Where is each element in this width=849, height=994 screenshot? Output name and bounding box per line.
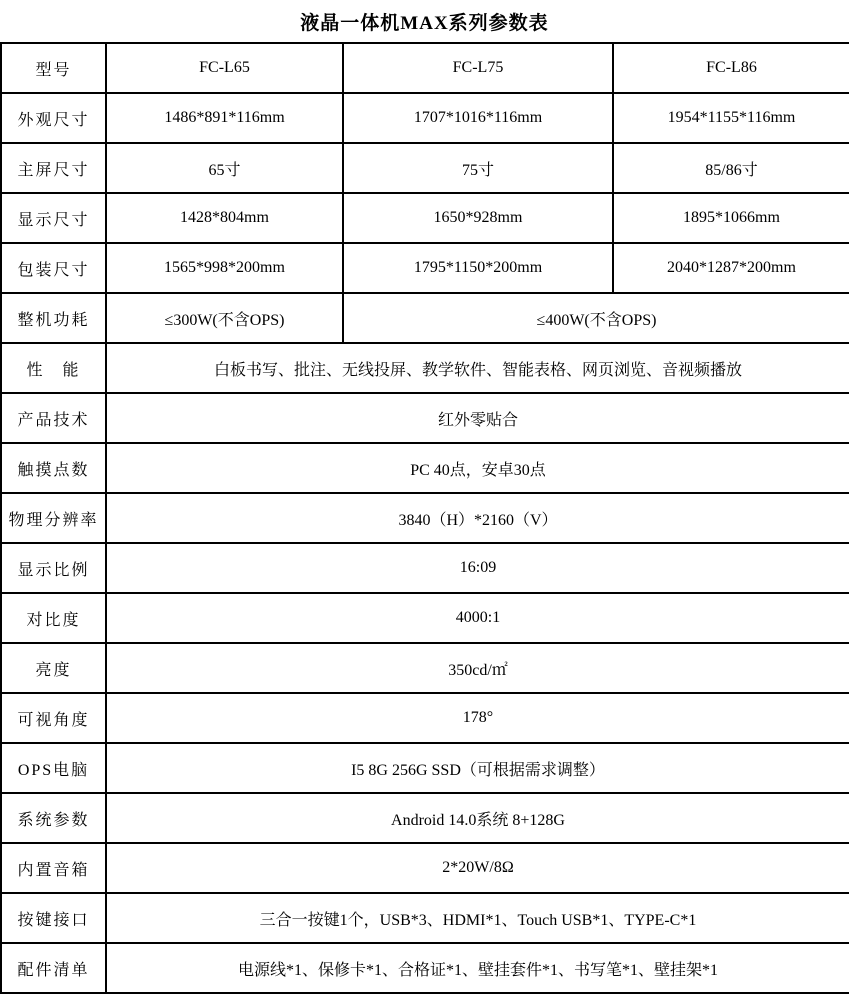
spec-label: 配件清单 — [1, 943, 106, 993]
spec-value: FC-L65 — [106, 43, 343, 93]
spec-label: 按键接口 — [1, 893, 106, 943]
spec-value: FC-L75 — [343, 43, 613, 93]
row-brightness — [1, 643, 849, 693]
spec-label: 可视角度 — [1, 693, 106, 743]
row-power-consumption — [1, 293, 849, 343]
spec-label: 显示尺寸 — [1, 193, 106, 243]
spec-value: FC-L86 — [613, 43, 849, 93]
row-model — [1, 43, 849, 93]
row-speakers — [1, 843, 849, 893]
row-resolution — [1, 493, 849, 543]
page-title: 液晶一体机MAX系列参数表 — [300, 12, 549, 34]
row-exterior-size — [1, 93, 849, 143]
spec-value: 白板书写、批注、无线投屏、教学软件、智能表格、网页浏览、音视频播放 — [106, 343, 849, 393]
spec-value: 1895*1066mm — [613, 193, 849, 243]
spec-value: 2040*1287*200mm — [613, 243, 849, 293]
spec-label: 触摸点数 — [1, 443, 106, 493]
row-touch-points — [1, 443, 849, 493]
spec-value: PC 40点，安卓30点 — [106, 443, 849, 493]
spec-label: 主屏尺寸 — [1, 143, 106, 193]
row-product-tech — [1, 393, 849, 443]
spec-value: 1795*1150*200mm — [343, 243, 613, 293]
spec-value: Android 14.0系统 8+128G — [106, 793, 849, 843]
spec-value: 350cd/㎡ — [106, 643, 849, 693]
row-viewing-angle — [1, 693, 849, 743]
spec-value: 1650*928mm — [343, 193, 613, 243]
spec-label: 对比度 — [1, 593, 106, 643]
spec-label: OPS电脑 — [1, 743, 106, 793]
spec-value: 1486*891*116mm — [106, 93, 343, 143]
spec-value: ≤400W(不含OPS) — [343, 293, 849, 343]
spec-value: 16:09 — [106, 543, 849, 593]
spec-label: 产品技术 — [1, 393, 106, 443]
spec-value: 1707*1016*116mm — [343, 93, 613, 143]
spec-value: 178° — [106, 693, 849, 743]
row-ports — [1, 893, 849, 943]
row-features — [1, 343, 849, 393]
spec-label: 物理分辨率 — [1, 493, 106, 543]
row-display-size — [1, 193, 849, 243]
spec-label: 性 能 — [1, 343, 106, 393]
spec-value: I5 8G 256G SSD（可根据需求调整） — [106, 743, 849, 793]
spec-label: 型号 — [1, 43, 106, 93]
spec-label: 整机功耗 — [1, 293, 106, 343]
row-aspect-ratio — [1, 543, 849, 593]
spec-label: 外观尺寸 — [1, 93, 106, 143]
spec-value: 65寸 — [106, 143, 343, 193]
spec-label: 内置音箱 — [1, 843, 106, 893]
spec-value: 85/86寸 — [613, 143, 849, 193]
row-ops-pc — [1, 743, 849, 793]
spec-value: 三合一按键1个，USB*3、HDMI*1、Touch USB*1、TYPE-C*1 — [106, 893, 849, 943]
spec-value: 电源线*1、保修卡*1、合格证*1、壁挂套件*1、书写笔*1、壁挂架*1 — [106, 943, 849, 993]
spec-value: 1954*1155*116mm — [613, 93, 849, 143]
spec-value: 红外零贴合 — [106, 393, 849, 443]
row-screen-size — [1, 143, 849, 193]
spec-label: 包装尺寸 — [1, 243, 106, 293]
spec-value: 75寸 — [343, 143, 613, 193]
page-title-bar — [0, 0, 849, 42]
spec-value: 1565*998*200mm — [106, 243, 343, 293]
spec-label: 显示比例 — [1, 543, 106, 593]
row-contrast — [1, 593, 849, 643]
spec-value: 3840（H）*2160（V） — [106, 493, 849, 543]
spec-label: 系统参数 — [1, 793, 106, 843]
spec-value: 4000:1 — [106, 593, 849, 643]
spec-label: 亮度 — [1, 643, 106, 693]
row-package-size — [1, 243, 849, 293]
spec-value: ≤300W(不含OPS) — [106, 293, 343, 343]
row-accessories — [1, 943, 849, 993]
spec-value: 2*20W/8Ω — [106, 843, 849, 893]
row-system-params — [1, 793, 849, 843]
spec-value: 1428*804mm — [106, 193, 343, 243]
spec-table — [0, 42, 849, 994]
